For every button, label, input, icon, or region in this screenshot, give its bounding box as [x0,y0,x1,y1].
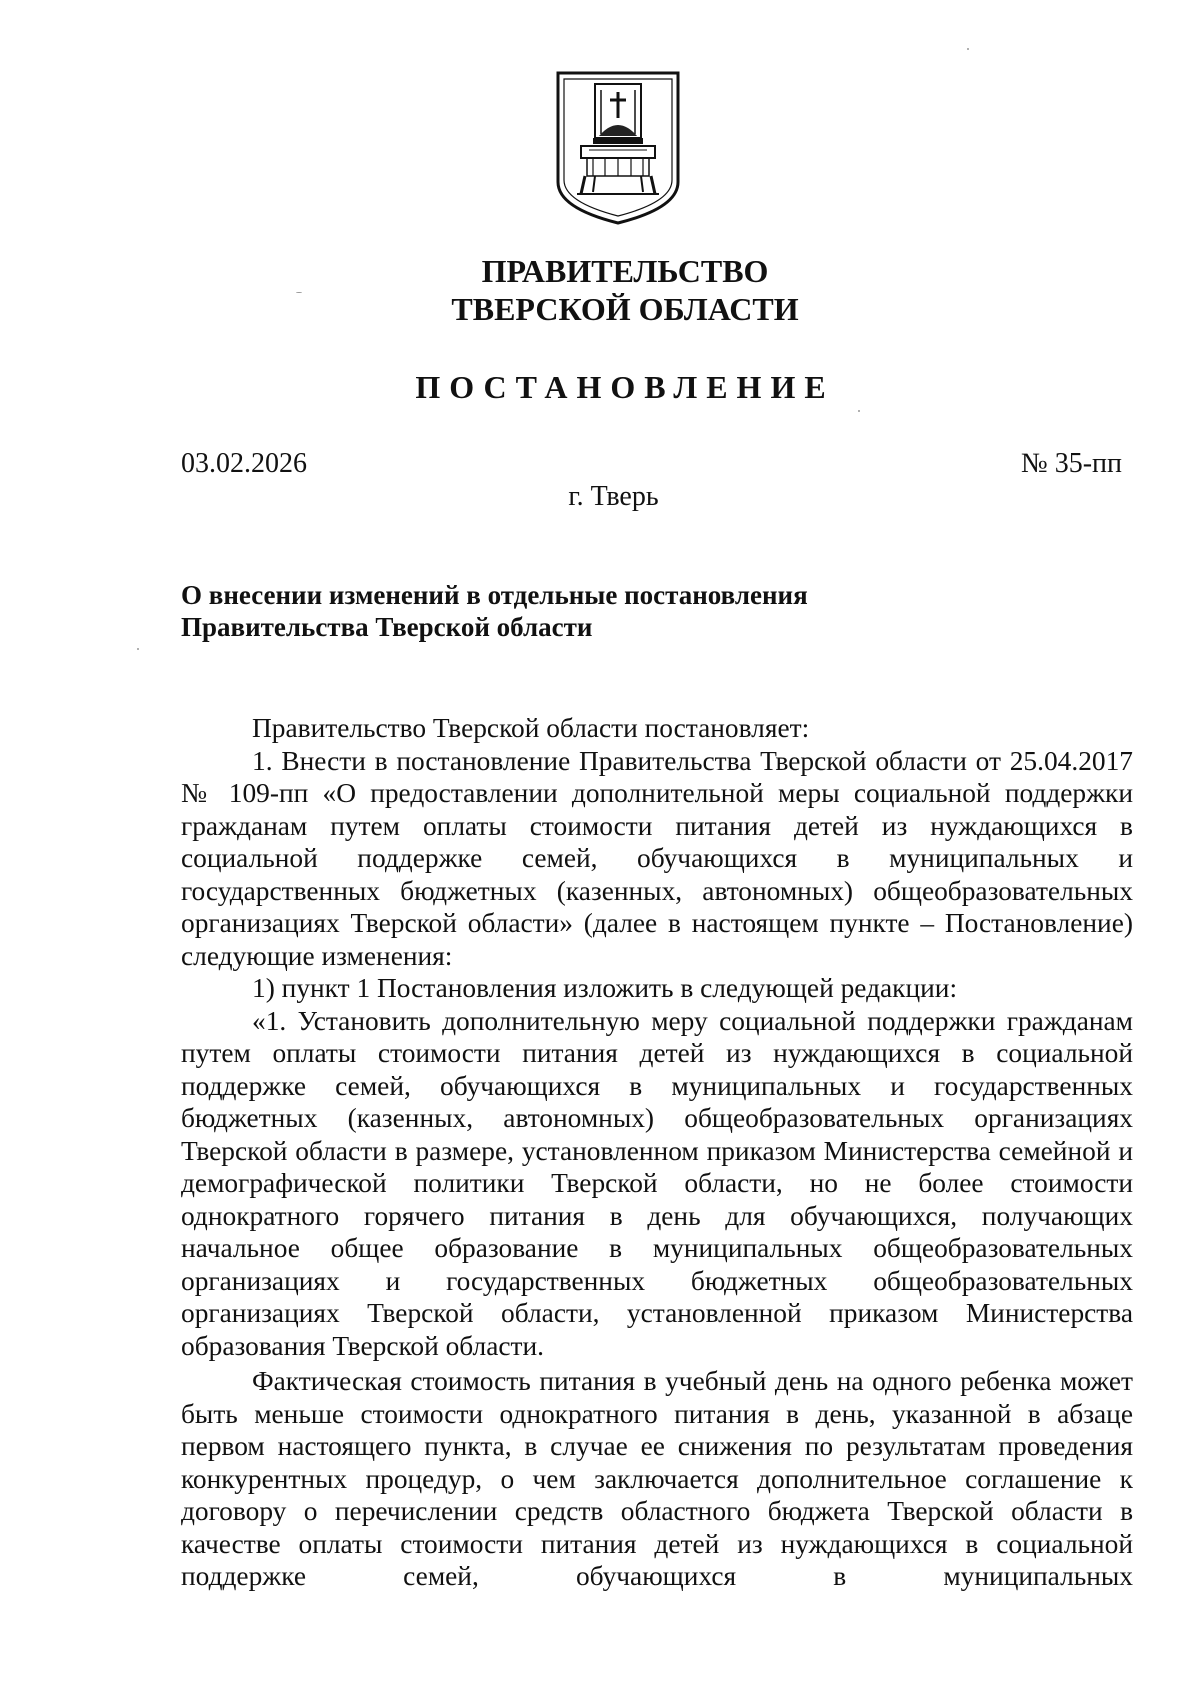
authority-line-1: ПРАВИТЕЛЬСТВО [481,253,769,289]
scan-speck [137,648,139,650]
body-paragraph-quoted-1: «1. Установить дополнительную меру социальной поддержки гражданам путем оплаты стоимости питания детей из нуждающихся в социальной поддержке семей, обучающихся в муниципальных и государственных бюджетных (казенных, автономных) общеобразовательных организациях Тверской области в размере, установленном приказом Министерства семейной и демографической политики Тверской области, но не более стоимости однократного горячего питания в день для обучающихся, получающих начальное общее образование в муниципальных общеобразовательных организациях и государственных бюджетных общеобразовательных организациях Тверской области, установленной приказом Министерства образования Тверской области. [181,1005,1133,1361]
document-body [181,712,1133,1593]
title-line-1: О внесении изменений в отдельные постановления [181,580,808,610]
document-type: ПОСТАНОВЛЕНИЕ [415,369,835,405]
authority-line-2: ТВЕРСКОЙ ОБЛАСТИ [451,291,799,327]
document-title [181,579,981,643]
scan-speck [296,292,302,293]
document-city: г. Тверь [568,481,659,512]
body-paragraph-1-sub-1: 1) пункт 1 Постановления изложить в следующей редакции: [252,973,958,1003]
scan-speck [967,48,969,50]
scan-speck [858,410,860,412]
title-line-2: Правительства Тверской области [181,612,593,642]
document-date: 03.02.2026 [181,448,307,479]
body-paragraph-1: 1. Внести в постановление Правительства Тверской области от 25.04.2017 № 109-пп «О предоставлении дополнительной меры социальной поддержки гражданам путем оплаты стоимости питания детей из нуждающихся в социальной поддержке семей, обучающихся в муниципальных и государственных бюджетных (казенных, автономных) общеобразовательных организациях Тверской области» (далее в настоящем пункте – Постановление) следующие изменения: [181,745,1133,971]
tver-coat-of-arms-icon [555,70,681,226]
body-paragraph-intro: Правительство Тверской области постановляет: [252,713,810,743]
authority-name [0,252,1200,328]
body-paragraph-quoted-2: Фактическая стоимость питания в учебный день на одного ребенка может быть меньше стоимости однократного питания в день, указанной в абзаце первом настоящего пункта, в случае ее снижения по результатам проведения конкурентных процедур, о чем заключается дополнительное соглашение к договору о перечислении средств областного бюджета Тверской области в качестве оплаты стоимости питания детей из нуждающихся в социальной поддержке семей, обучающихся в муниципальных [181,1366,1133,1591]
document-number: № 35-пп [1020,448,1122,479]
